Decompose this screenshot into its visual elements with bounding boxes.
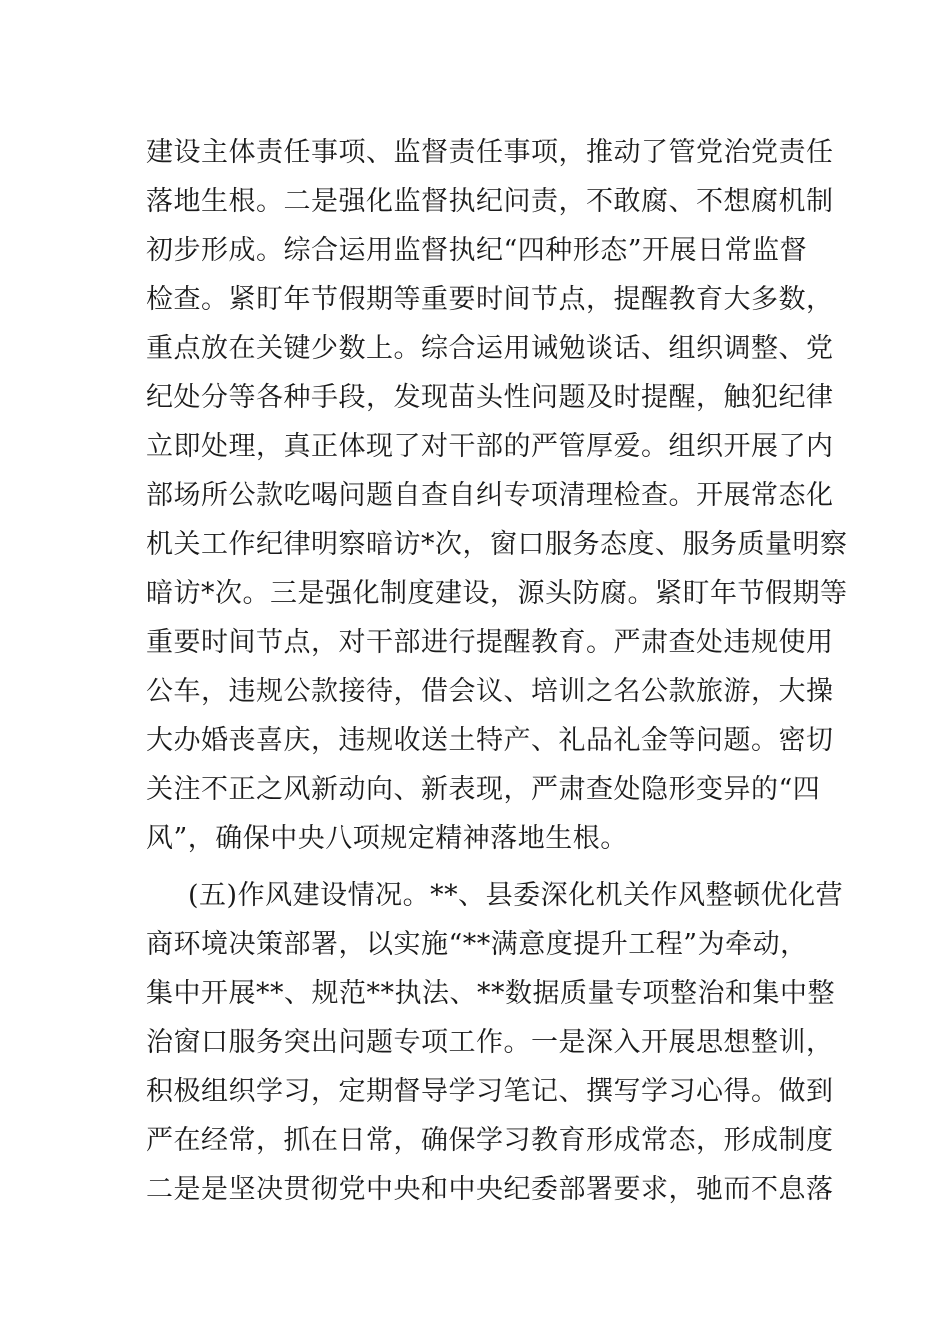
text-line-18: 集中开展**、规范**执法、**数据质量专项整治和集中整 [146,978,835,1009]
text-line-7: 立即处理，真正体现了对干部的严管厚爱。组织开展了内 [146,431,834,462]
text-line-10: 暗访*次。三是强化制度建设，源头防腐。紧盯年节假期等 [146,578,848,609]
text-line-9: 机关工作纪律明察暗访*次，窗口服务态度、服务质量明察 [146,529,848,560]
text-line-17: 商环境决策部署，以实施“**满意度提升工程”为牵动， [146,929,808,960]
text-line-5: 重点放在关键少数上。综合运用诫勉谈话、组织调整、党 [146,333,834,364]
text-line-6: 纪处分等各种手段，发现苗头性问题及时提醒，触犯纪律 [146,382,834,413]
text-line-22: 二是是坚决贯彻党中央和中央纪委部署要求，驰而不息落 [146,1174,834,1205]
text-line-12: 公车，违规公款接待，借会议、培训之名公款旅游，大操 [146,676,834,707]
text-line-1: 建设主体责任事项、监督责任事项，推动了管党治党责任 [146,137,834,168]
text-line-20: 积极组织学习，定期督导学习笔记、撰写学习心得。做到 [146,1076,834,1107]
text-line-19: 治窗口服务突出问题专项工作。一是深入开展思想整训， [146,1027,834,1058]
text-line-3: 初步形成。综合运用监督执纪“四种形态”开展日常监督 [146,235,808,266]
text-line-8: 部场所公款吃喝问题自查自纠专项清理检查。开展常态化 [146,480,834,511]
text-line-15: 风”，确保中央八项规定精神落地生根。 [146,823,628,854]
section-heading-line: (五)作风建设情况。**、县委深化机关作风整顿优化营 [188,880,844,911]
text-line-21: 严在经常，抓在日常，确保学习教育形成常态，形成制度 [146,1125,834,1156]
text-line-11: 重要时间节点，对干部进行提醒教育。严肃查处违规使用 [146,627,834,658]
text-line-4: 检查。紧盯年节假期等重要时间节点，提醒教育大多数， [146,284,834,315]
text-line-13: 大办婚丧喜庆，违规收送土特产、礼品礼金等问题。密切 [146,725,834,756]
text-line-2: 落地生根。二是强化监督执纪问责，不敢腐、不想腐机制 [146,186,834,217]
text-line-14: 关注不正之风新动向、新表现，严肃查处隐形变异的“四 [146,774,821,805]
